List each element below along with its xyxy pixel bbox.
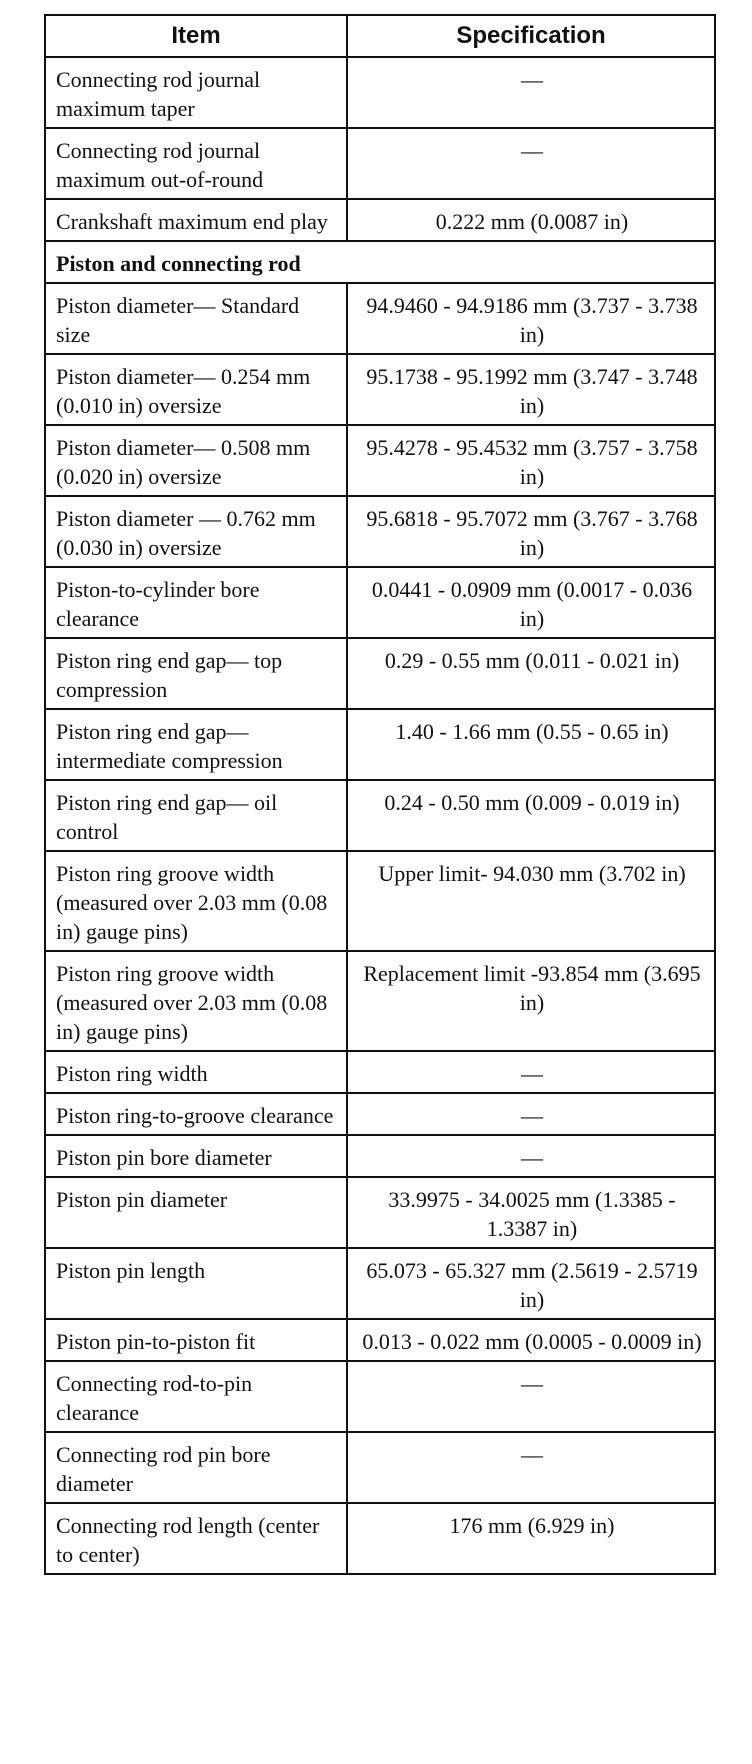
item-cell: Connecting rod pin bore diameter: [45, 1432, 347, 1503]
table-row: [45, 780, 715, 851]
section-heading: Piston and connecting rod: [45, 241, 715, 283]
specification-cell: 33.9975 - 34.0025 mm (1.3385 - 1.3387 in): [347, 1177, 715, 1248]
table-row: [45, 851, 715, 951]
table-row: [45, 128, 715, 199]
item-cell: Connecting rod journal maximum out-of-round: [45, 128, 347, 199]
specification-cell: 0.24 - 0.50 mm (0.009 - 0.019 in): [347, 780, 715, 851]
table-row: [45, 425, 715, 496]
table-row: [45, 709, 715, 780]
table-row: [45, 1093, 715, 1135]
table-row: [45, 496, 715, 567]
item-cell: Piston ring end gap— intermediate compression: [45, 709, 347, 780]
table-row: [45, 951, 715, 1051]
specification-cell: —: [347, 1135, 715, 1177]
specification-cell: 0.29 - 0.55 mm (0.011 - 0.021 in): [347, 638, 715, 709]
table-body: [45, 57, 715, 1574]
table-row: [45, 1503, 715, 1574]
specification-cell: —: [347, 128, 715, 199]
table-row: [45, 1319, 715, 1361]
item-cell: Piston ring end gap— top compression: [45, 638, 347, 709]
item-cell: Piston ring end gap— oil control: [45, 780, 347, 851]
table-row: [45, 1135, 715, 1177]
table-row: [45, 199, 715, 241]
table-row: [45, 567, 715, 638]
item-cell: Connecting rod-to-pin clearance: [45, 1361, 347, 1432]
table-header: [45, 15, 715, 57]
table-row: [45, 638, 715, 709]
item-cell: Piston diameter— Standard size: [45, 283, 347, 354]
specification-cell: 0.222 mm (0.0087 in): [347, 199, 715, 241]
table-row: [45, 283, 715, 354]
item-cell: Piston ring groove width (measured over 2.03 mm (0.08 in) gauge pins): [45, 951, 347, 1051]
specification-table: [44, 14, 716, 1575]
item-cell: Piston pin-to-piston fit: [45, 1319, 347, 1361]
item-cell: Piston pin bore diameter: [45, 1135, 347, 1177]
specification-cell: —: [347, 1051, 715, 1093]
item-cell: Piston pin diameter: [45, 1177, 347, 1248]
specification-cell: 0.013 - 0.022 mm (0.0005 - 0.0009 in): [347, 1319, 715, 1361]
specification-cell: 95.4278 - 95.4532 mm (3.757 - 3.758 in): [347, 425, 715, 496]
header-row: [45, 15, 715, 57]
specification-cell: Replacement limit -93.854 mm (3.695 in): [347, 951, 715, 1051]
item-cell: Piston diameter — 0.762 mm (0.030 in) oversize: [45, 496, 347, 567]
table-row: [45, 1432, 715, 1503]
item-cell: Piston pin length: [45, 1248, 347, 1319]
section-row: [45, 241, 715, 283]
specification-cell: 1.40 - 1.66 mm (0.55 - 0.65 in): [347, 709, 715, 780]
specification-cell: 176 mm (6.929 in): [347, 1503, 715, 1574]
table-row: [45, 1051, 715, 1093]
item-cell: Piston diameter— 0.508 mm (0.020 in) oversize: [45, 425, 347, 496]
item-cell: Piston ring groove width (measured over 2.03 mm (0.08 in) gauge pins): [45, 851, 347, 951]
specification-cell: —: [347, 1093, 715, 1135]
table-row: [45, 1248, 715, 1319]
table-row: [45, 1361, 715, 1432]
table-row: [45, 1177, 715, 1248]
item-cell: Piston ring width: [45, 1051, 347, 1093]
item-cell: Piston diameter— 0.254 mm (0.010 in) oversize: [45, 354, 347, 425]
specification-cell: 0.0441 - 0.0909 mm (0.0017 - 0.036 in): [347, 567, 715, 638]
specification-cell: 95.6818 - 95.7072 mm (3.767 - 3.768 in): [347, 496, 715, 567]
specification-cell: —: [347, 1361, 715, 1432]
specification-cell: 94.9460 - 94.9186 mm (3.737 - 3.738 in): [347, 283, 715, 354]
specification-column-header: Specification: [347, 15, 715, 57]
specification-cell: —: [347, 1432, 715, 1503]
specification-cell: —: [347, 57, 715, 128]
item-cell: Connecting rod length (center to center): [45, 1503, 347, 1574]
item-column-header: Item: [45, 15, 347, 57]
specification-cell: Upper limit- 94.030 mm (3.702 in): [347, 851, 715, 951]
item-cell: Piston-to-cylinder bore clearance: [45, 567, 347, 638]
specification-cell: 95.1738 - 95.1992 mm (3.747 - 3.748 in): [347, 354, 715, 425]
item-cell: Piston ring-to-groove clearance: [45, 1093, 347, 1135]
table-row: [45, 354, 715, 425]
specification-cell: 65.073 - 65.327 mm (2.5619 - 2.5719 in): [347, 1248, 715, 1319]
table-row: [45, 57, 715, 128]
item-cell: Crankshaft maximum end play: [45, 199, 347, 241]
item-cell: Connecting rod journal maximum taper: [45, 57, 347, 128]
